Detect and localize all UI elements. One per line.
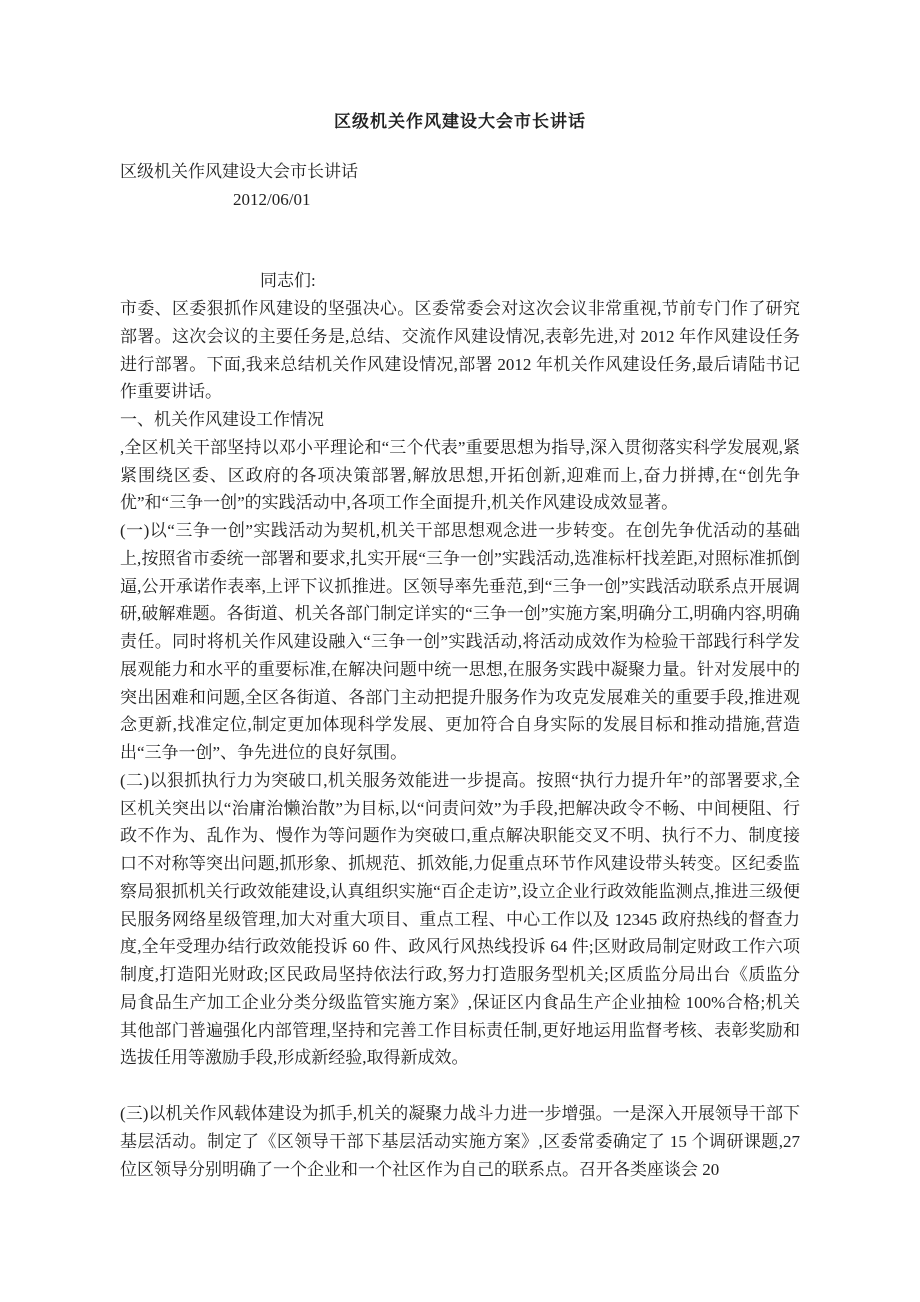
document-title-centered: 区级机关作风建设大会市长讲话 [334, 112, 586, 131]
paragraph-overview: ,全区机关干部坚持以邓小平理论和“三个代表”重要思想为指导,深入贯彻落实科学发展观,紧紧围绕区委、区政府的各项决策部署,解放思想,开拓创新,迎难而上,奋力拼搏,在“创先争优”和“三争一创”的实践活动中,各项工作全面提升,机关作风建设成效显著。 [120, 437, 800, 513]
paragraph-point-1: (一)以“三争一创”实践活动为契机,机关干部思想观念进一步转变。在创先争优活动的基础上,按照省市委统一部署和要求,扎实开展“三争一创”实践活动,选准标杆找差距,对照标准抓倒逼,公开承诺作表率,上评下议抓推进。区领导率先垂范,到“三争一创”实践活动联系点开展调研,破解难题。各街道、机关各部门制定详实的“三争一创”实施方案,明确分工,明确内容,明确责任。同时将机关作风建设融入“三争一创”实践活动,将活动成效作为检验干部践行科学发展观能力和水平的重要标准,在解决问题中统一思想,在服务实践中凝聚力量。针对发展中的突出困难和问题,全区各街道、各部门主动把提升服务作为攻克发展难关的重要手段,推进观念更新,找准定位,制定更加体现科学发展、更加符合自身实际的发展目标和推动措施,营造出“三争一创”、争先进位的良好氛围。 [120, 521, 800, 762]
paragraph-intro: 市委、区委狠抓作风建设的坚强决心。区委常委会对这次会议非常重视,节前专门作了研究部署。这次会议的主要任务是,总结、交流作风建设情况,表彰先进,对 2012 年作风建设任务进行部署。下面,我来总结机关作风建设情况,部署 2012 年机关作风建设任务,最后请陆书记作重要讲话。 [120, 299, 800, 402]
salutation-line: 同志们: [260, 271, 316, 291]
section-heading-1: 一、机关作风建设工作情况 [120, 410, 324, 429]
paragraph-point-3: (三)以机关作风载体建设为抓手,机关的凝聚力战斗力进一步增强。一是深入开展领导干部下基层活动。制定了《区领导干部下基层活动实施方案》,区委常委确定了 15 个调研课题,27 位区领导分别明确了一个企业和一个社区作为自己的联系点。召开各类座谈会 20 [120, 1104, 800, 1179]
document-title: 区级机关作风建设大会市长讲话 [120, 161, 358, 181]
paragraph-point-2: (二)以狠抓执行力为突破口,机关服务效能进一步提高。按照“执行力提升年”的部署要求,全区机关突出以“治庸治懒治散”为目标,以“问责问效”为手段,把解决政令不畅、中间梗阻、行政不作为、乱作为、慢作为等问题作为突破口,重点解决职能交叉不明、执行不力、制度接口不对称等突出问题,抓形象、抓规范、抓效能,力促重点环节作风建设带头转变。区纪委监察局狠抓机关行政效能建设,认真组织实施“百企走访”,设立企业行政效能监测点,推进三级便民服务网络星级管理,加大对重大项目、重点工程、中心工作以及 12345 政府热线的督查力度,全年受理办结行政效能投诉 60 件、政风行风热线投诉 64 件;区财政局制定财政工作六项制度,打造阳光财政;区民政局坚持依法行政,努力打造服务型机关;区质监分局出台《质监分局食品生产加工企业分类分级监管实施方案》,保证区内食品生产企业抽检 100%合格;机关其他部门普遍强化内部管理,坚持和完善工作目标责任制,更好地运用监督考核、表彰奖励和选拔任用等激励手段,形成新经验,取得新成效。 [120, 770, 800, 1068]
document-date: 2012/06/01 [233, 189, 311, 209]
